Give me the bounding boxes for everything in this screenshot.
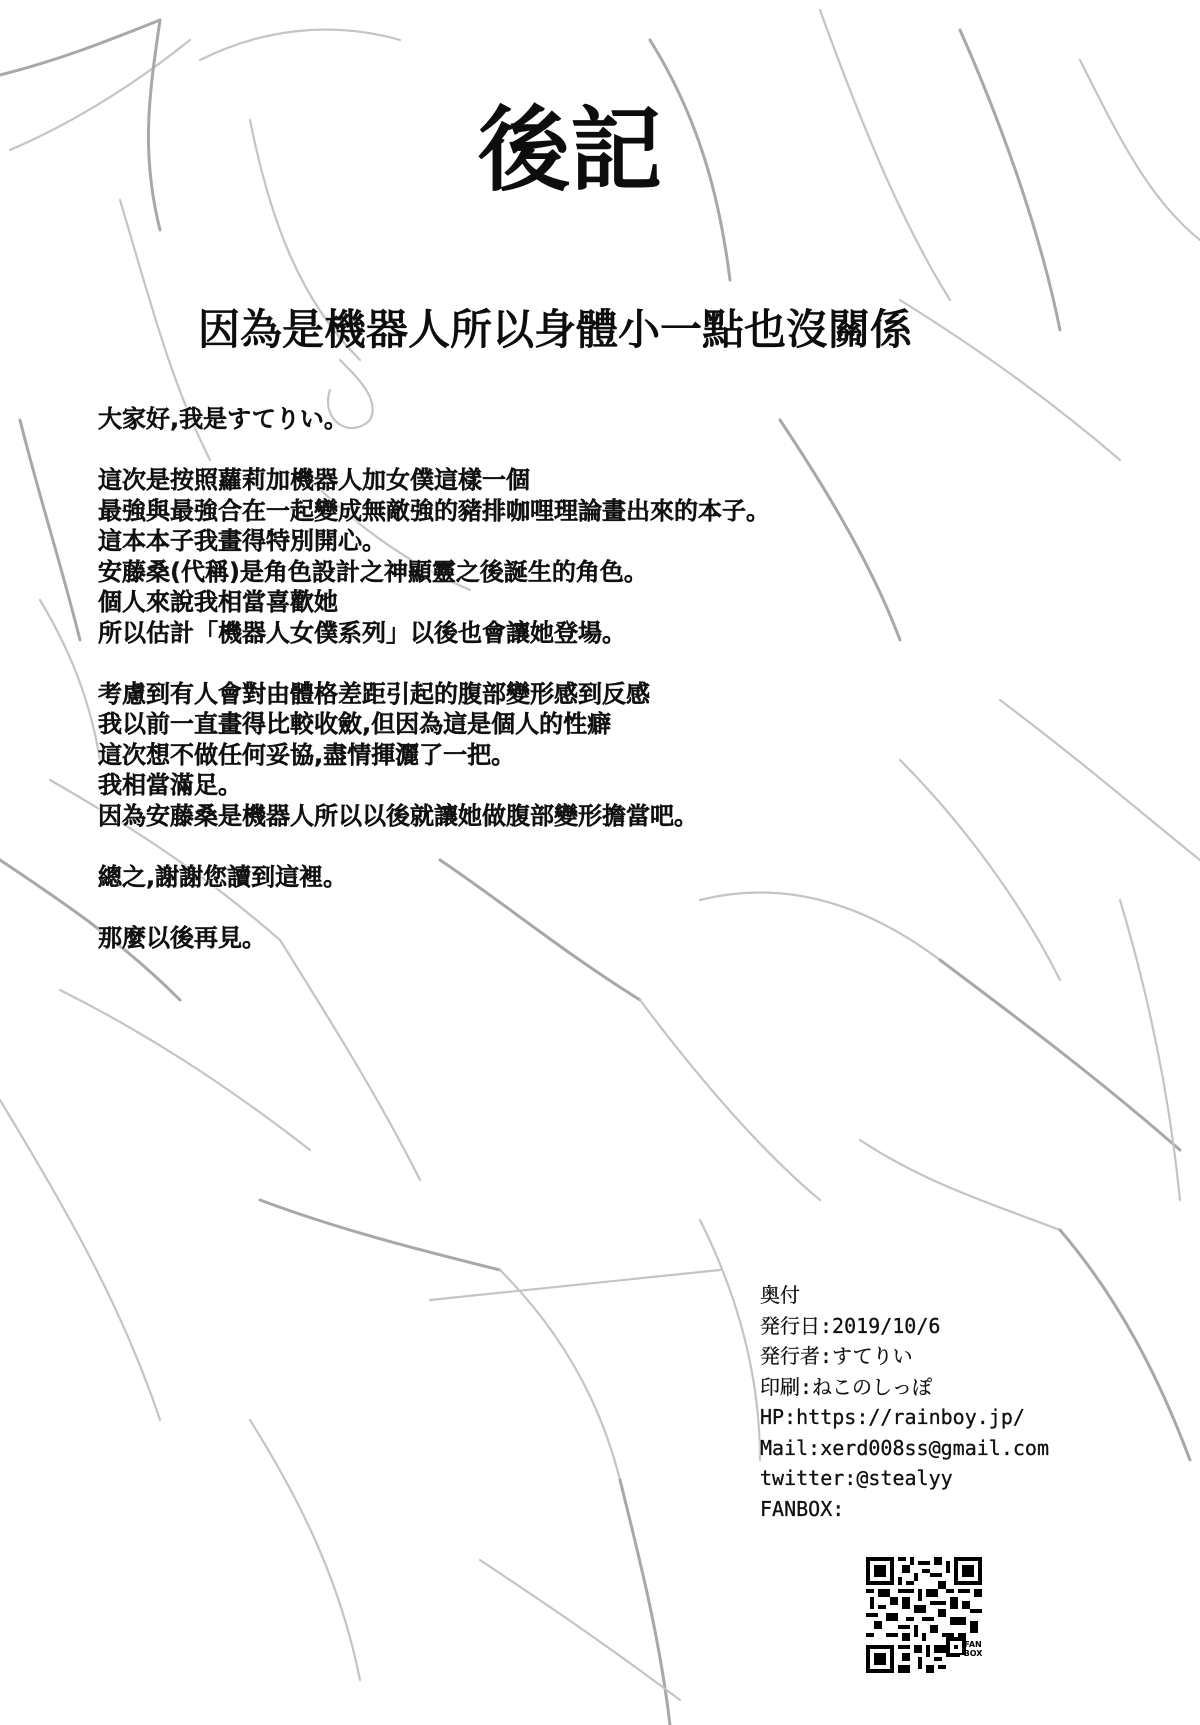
paragraph2-line: 這次想不做任何妥協,盡情揮灑了一把。: [98, 740, 516, 769]
thanks-line: 總之,謝謝您讀到這裡。: [98, 862, 348, 891]
paragraph1-line: 這次是按照蘿莉加機器人加女僕這樣一個: [98, 466, 530, 494]
paragraph1-line: 個人來說我相當喜歡她: [98, 588, 338, 616]
colophon-heading: 奥付: [760, 1283, 800, 1307]
greeting-line: 大家好,我是すてりい。: [98, 405, 348, 433]
colophon-mail: Mail:xerd008ss@gmail.com: [760, 1435, 1049, 1460]
colophon-fanbox: FANBOX:: [760, 1496, 845, 1521]
colophon-date: 発行日:2019/10/6: [760, 1313, 941, 1338]
paragraph2-line: 考慮到有人會對由體格差距引起的腹部變形感到反感: [98, 679, 650, 708]
page-subtitle: 因為是機器人所以身體小一點也沒關係: [197, 305, 912, 354]
colophon: [760, 1280, 1180, 1524]
paragraph2-line: 我以前一直畫得比較收斂,但因為這是個人的性癖: [98, 710, 612, 738]
colophon-printer: 印刷:ねこのしっぽ: [760, 1374, 933, 1399]
fanbox-qr-label: FAN BOX: [963, 1640, 983, 1658]
paragraph1-line: 這本本子我畫得特別開心。: [98, 527, 386, 555]
colophon-homepage-link: HP:https://rainboy.jp/: [760, 1405, 1025, 1429]
paragraph2-line: 因為安藤桑是機器人所以以後就讓她做腹部變形擔當吧。: [98, 801, 698, 830]
paragraph1-line: 最強與最強合在一起變成無敵強的豬排咖哩理論畫出來的本子。: [98, 496, 770, 525]
farewell-line: 那麼以後再見。: [98, 923, 266, 952]
paragraph1-line: 所以估計「機器人女僕系列」以後也會讓她登場。: [98, 618, 626, 647]
afterword-body: [98, 404, 998, 953]
paragraph2-line: 我相當滿足。: [98, 771, 242, 799]
colophon-twitter: twitter:@stealyy: [760, 1466, 953, 1490]
colophon-publisher: 発行者:すてりい: [760, 1344, 913, 1368]
page-title: 後記: [477, 97, 662, 204]
paragraph1-line: 安藤桑(代稱)是角色設計之神顯靈之後誕生的角色。: [98, 557, 648, 586]
